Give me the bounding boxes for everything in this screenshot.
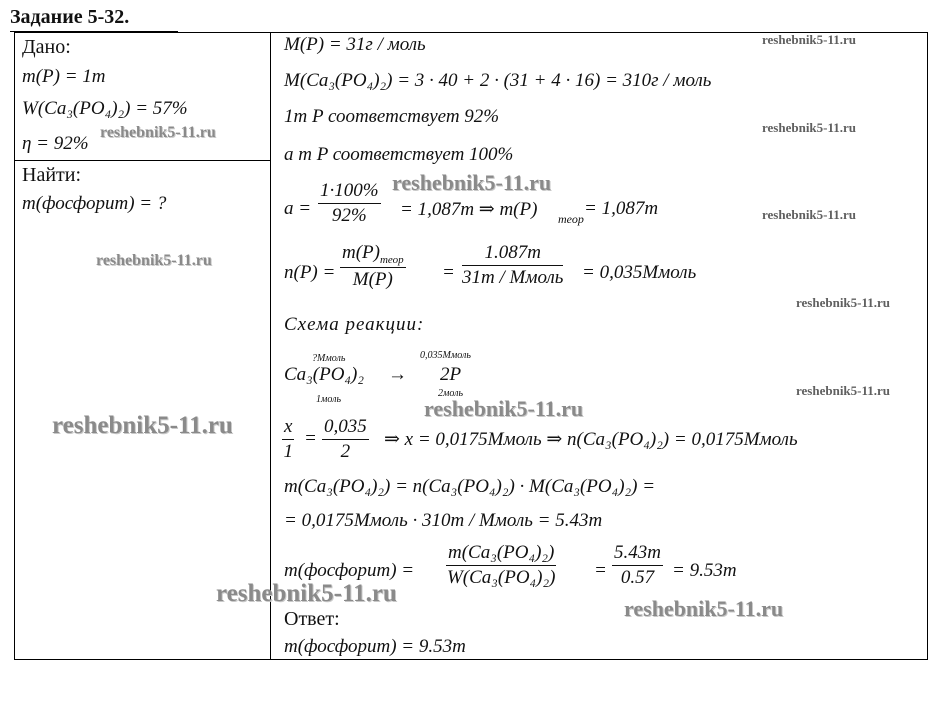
f1-end: = 1,087т [584,198,659,219]
find-heading: Найти: [22,164,82,186]
f4-equals: = [594,560,607,581]
scheme-reactant: Ca₃(PO₄)₂ [284,364,364,385]
f1-denominator: 92% [331,205,367,226]
f4-rhs: = 9.53т [672,560,737,581]
scheme-arrow: → [388,364,407,385]
f3-numerator-2: 0,035 [322,416,369,440]
scheme-heading: Схема реакции: [284,314,425,335]
given-heading: Дано: [22,36,71,58]
scheme-bottom-right: 2моль [438,388,464,399]
f1-subscript: теор [558,212,584,226]
f2-numerator-1 [340,242,406,268]
given-mass-fraction: W(Ca₃(PO₄)₂) = 57% [22,98,188,119]
f2-equals: = [442,262,455,283]
given-yield: η = 92% [22,133,89,154]
scheme-top-left: ?Mмоль [312,353,346,364]
f4-fraction-2 [612,542,663,589]
f3-denominator-1: 1 [283,441,293,462]
f4-numerator-1: m(Ca₃(PO₄)₂) [446,542,556,566]
f4-lhs: m(фосфорит) = [284,560,415,581]
f3-rhs: ⇒ x = 0,0175Mмоль ⇒ n(Ca₃(PO₄)₂) = 0,0175Mмоль [384,429,798,450]
f4-denominator-1: W(Ca₃(PO₄)₂) [446,567,556,588]
f2-rhs: = 0,035Mмоль [582,262,697,283]
scheme-bottom-left: 1моль [316,394,342,405]
mass-calcium-phosphate-value: = 0,0175Mмоль · 310т / Mмоль = 5.43т [284,510,603,531]
watermark: reshebnik5-11.ru [762,32,857,47]
f1-fraction [318,180,381,227]
scheme-top-right: 0,035Mмоль [420,350,471,361]
f2-fraction-2 [462,242,563,289]
f2-lhs: n(P) = [284,262,336,283]
watermark: reshebnik5-11.ru [796,383,891,398]
f1-numerator: 1·100% [318,180,381,204]
given-mass-p: m(P) = 1т [22,66,106,87]
f2-fraction-1 [340,242,406,291]
watermark: reshebnik5-11.ru [216,580,397,607]
f3-equals: = [304,428,317,449]
f2-num-text: m(P) [342,242,380,263]
f3-fraction-1 [282,416,294,463]
f2-num-subscript: теор [379,253,404,266]
watermark: reshebnik5-11.ru [100,124,216,141]
watermark: reshebnik5-11.ru [796,295,891,310]
column-divider [270,32,271,660]
watermark: reshebnik5-11.ru [424,396,584,421]
answer-heading: Ответ: [284,608,340,630]
watermark: reshebnik5-11.ru [96,252,212,269]
f2-denominator-2: 31т / Mмоль [462,267,564,288]
molar-mass-calcium-phosphate: M(Ca₃(PO₄)₂) = 3 · 40 + 2 · (31 + 4 · 16) = 310г / моль [284,70,712,91]
watermark: reshebnik5-11.ru [762,207,857,222]
watermark: reshebnik5-11.ru [624,596,784,621]
f1-lhs: a = [284,198,312,219]
f2-numerator-2: 1.087т [462,242,563,266]
watermark: reshebnik5-11.ru [52,412,233,439]
given-find-divider [14,160,271,161]
f4-fraction-1 [446,542,556,589]
answer-value: m(фосфорит) = 9.53т [284,636,466,657]
task-title: Задание 5-32. [10,6,130,28]
watermark: reshebnik5-11.ru [392,170,552,195]
proportion-line-1: 1т P соответствует 92% [284,106,500,127]
watermark: reshebnik5-11.ru [762,120,857,135]
f4-denominator-2: 0.57 [620,567,655,588]
f1-rhs: = 1,087т ⇒ m(P) [400,199,538,220]
molar-mass-p: M(P) = 31г / моль [284,34,426,55]
f4-numerator-2: 5.43т [612,542,663,566]
f3-numerator-1: x [282,416,294,440]
scheme-product: 2P [440,364,462,385]
find-phosphorite: m(фосфорит) = ? [22,193,167,214]
f3-denominator-2: 2 [340,441,351,462]
proportion-line-2: a т P соответствует 100% [284,144,514,165]
f3-fraction-2 [322,416,369,463]
f2-denominator-1: M(P) [352,268,393,290]
mass-calcium-phosphate: m(Ca₃(PO₄)₂) = n(Ca₃(PO₄)₂) · M(Ca₃(PO₄)₂) = [284,476,656,497]
